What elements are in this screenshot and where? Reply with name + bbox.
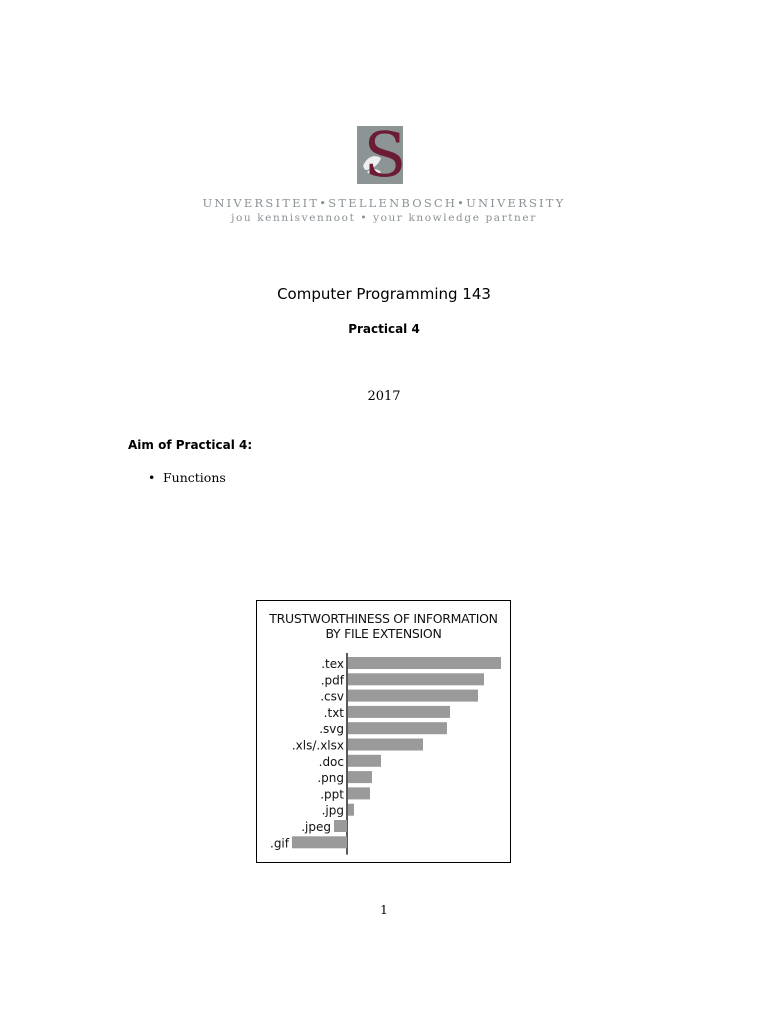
practical-title: Practical 4	[348, 322, 420, 336]
chart-bar	[348, 722, 447, 734]
chart-category-label: .doc	[318, 754, 344, 769]
chart-category-label: .jpg	[321, 803, 344, 818]
chart-bar	[348, 787, 370, 799]
aim-heading: Aim of Practical 4:	[128, 438, 253, 452]
university-logo	[357, 126, 409, 184]
chart-bar	[348, 804, 354, 816]
aim-item-text: Functions	[163, 470, 226, 485]
document-year: 2017	[367, 389, 401, 404]
chart-category-label: .txt	[323, 705, 344, 720]
chart-category-label: .xls/.xlsx	[291, 738, 344, 753]
chart-subtitle: BY FILE EXTENSION	[325, 626, 442, 641]
chart-bar	[348, 755, 381, 767]
chart-plot	[257, 601, 510, 862]
university-name: UNIVERSITEIT•STELLENBOSCH•UNIVERSITY	[202, 196, 566, 210]
chart-bar	[334, 820, 347, 832]
aim-list	[148, 469, 226, 487]
page-number: 1	[380, 903, 388, 917]
chart-category-label: .csv	[320, 689, 344, 704]
aim-list-item	[148, 469, 226, 487]
chart-category-label: .pdf	[320, 673, 344, 688]
chart-bar	[348, 739, 423, 751]
chart-category-label: .tex	[321, 657, 344, 671]
chart-category-label: .jpeg	[301, 820, 331, 834]
chart-category-label: .svg	[319, 722, 344, 737]
course-title: Computer Programming 143	[277, 285, 491, 303]
chart-category-label: .png	[317, 771, 344, 786]
chart-bar	[348, 657, 501, 669]
chart-category-label: .ppt	[320, 787, 344, 802]
chart-title: TRUSTWORTHINESS OF INFORMATION	[269, 611, 498, 626]
logo-letter-s: S	[363, 126, 407, 184]
university-motto: jou kennisvennoot • your knowledge partner	[231, 212, 537, 224]
chart-category-label: .gif	[270, 836, 289, 851]
chart-bar	[348, 706, 450, 718]
chart-bar	[348, 771, 372, 783]
chart-bar	[292, 836, 347, 848]
chart-bar	[348, 673, 484, 685]
file-extension-chart	[256, 600, 511, 863]
chart-bar	[348, 690, 478, 702]
bullet-icon: •	[148, 470, 156, 485]
